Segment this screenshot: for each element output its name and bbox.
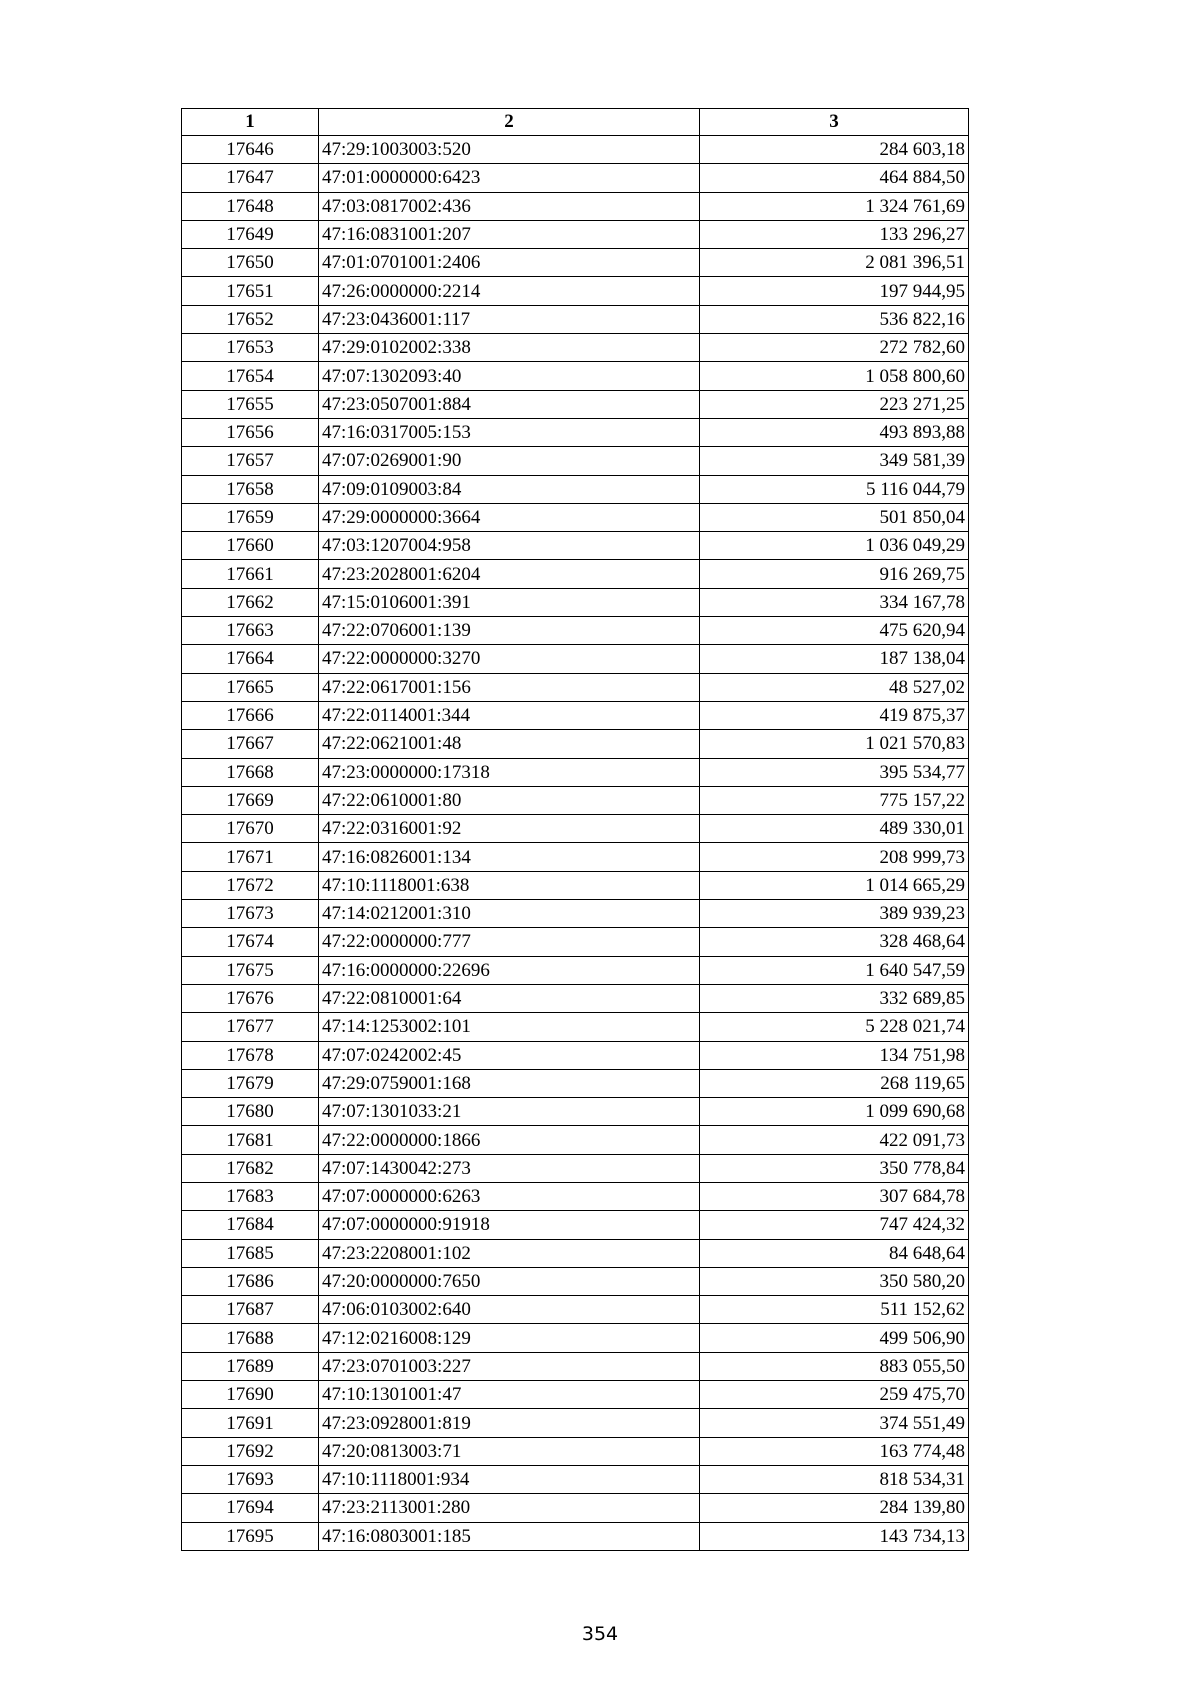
row-number-cell: 17652 <box>182 305 319 333</box>
cadastral-number-cell: 47:22:0610001:80 <box>319 786 700 814</box>
table-row <box>182 758 969 786</box>
table-row <box>182 192 969 220</box>
row-number-cell: 17661 <box>182 560 319 588</box>
value-cell: 883 055,50 <box>700 1352 969 1380</box>
row-number-cell: 17690 <box>182 1381 319 1409</box>
cadastral-number-cell: 47:16:0831001:207 <box>319 220 700 248</box>
cadastral-number-cell: 47:22:0114001:344 <box>319 701 700 729</box>
value-cell: 307 684,78 <box>700 1182 969 1210</box>
row-number-cell: 17675 <box>182 956 319 984</box>
value-cell: 163 774,48 <box>700 1437 969 1465</box>
cadastral-number-cell: 47:07:1430042:273 <box>319 1154 700 1182</box>
row-number-cell: 17682 <box>182 1154 319 1182</box>
table-row <box>182 673 969 701</box>
table-row <box>182 305 969 333</box>
table-row <box>182 588 969 616</box>
value-cell: 48 527,02 <box>700 673 969 701</box>
value-cell: 187 138,04 <box>700 645 969 673</box>
table-row <box>182 1296 969 1324</box>
row-number-cell: 17695 <box>182 1522 319 1550</box>
row-number-cell: 17648 <box>182 192 319 220</box>
header-col-1: 1 <box>182 109 319 136</box>
table-row <box>182 1267 969 1295</box>
value-cell: 223 271,25 <box>700 390 969 418</box>
value-cell: 1 640 547,59 <box>700 956 969 984</box>
value-cell: 133 296,27 <box>700 220 969 248</box>
table-row <box>182 249 969 277</box>
row-number-cell: 17667 <box>182 730 319 758</box>
value-cell: 284 139,80 <box>700 1494 969 1522</box>
table-row <box>182 1126 969 1154</box>
value-cell: 84 648,64 <box>700 1239 969 1267</box>
table-row <box>182 475 969 503</box>
value-cell: 511 152,62 <box>700 1296 969 1324</box>
row-number-cell: 17666 <box>182 701 319 729</box>
table-row <box>182 786 969 814</box>
cadastral-number-cell: 47:16:0803001:185 <box>319 1522 700 1550</box>
cadastral-number-cell: 47:10:1118001:934 <box>319 1465 700 1493</box>
cadastral-number-cell: 47:20:0813003:71 <box>319 1437 700 1465</box>
row-number-cell: 17684 <box>182 1211 319 1239</box>
cadastral-number-cell: 47:10:1301001:47 <box>319 1381 700 1409</box>
value-cell: 419 875,37 <box>700 701 969 729</box>
row-number-cell: 17660 <box>182 532 319 560</box>
value-cell: 489 330,01 <box>700 815 969 843</box>
row-number-cell: 17687 <box>182 1296 319 1324</box>
value-cell: 464 884,50 <box>700 164 969 192</box>
row-number-cell: 17657 <box>182 447 319 475</box>
table-row <box>182 334 969 362</box>
row-number-cell: 17663 <box>182 617 319 645</box>
row-number-cell: 17677 <box>182 1013 319 1041</box>
cadastral-number-cell: 47:16:0826001:134 <box>319 843 700 871</box>
value-cell: 284 603,18 <box>700 136 969 164</box>
table-row <box>182 1182 969 1210</box>
table-header <box>182 109 969 136</box>
row-number-cell: 17692 <box>182 1437 319 1465</box>
row-number-cell: 17662 <box>182 588 319 616</box>
table-row <box>182 1324 969 1352</box>
table-row <box>182 956 969 984</box>
header-col-2: 2 <box>319 109 700 136</box>
table-row <box>182 220 969 248</box>
row-number-cell: 17649 <box>182 220 319 248</box>
value-cell: 350 778,84 <box>700 1154 969 1182</box>
table-body <box>182 136 969 1551</box>
row-number-cell: 17678 <box>182 1041 319 1069</box>
cadastral-number-cell: 47:22:0810001:64 <box>319 984 700 1012</box>
cadastral-number-cell: 47:23:2208001:102 <box>319 1239 700 1267</box>
cadastral-number-cell: 47:07:0000000:91918 <box>319 1211 700 1239</box>
row-number-cell: 17651 <box>182 277 319 305</box>
value-cell: 259 475,70 <box>700 1381 969 1409</box>
value-cell: 499 506,90 <box>700 1324 969 1352</box>
cadastral-number-cell: 47:01:0000000:6423 <box>319 164 700 192</box>
row-number-cell: 17646 <box>182 136 319 164</box>
value-cell: 818 534,31 <box>700 1465 969 1493</box>
row-number-cell: 17693 <box>182 1465 319 1493</box>
cadastral-number-cell: 47:29:1003003:520 <box>319 136 700 164</box>
cadastral-number-cell: 47:07:1301033:21 <box>319 1098 700 1126</box>
row-number-cell: 17665 <box>182 673 319 701</box>
value-cell: 1 099 690,68 <box>700 1098 969 1126</box>
row-number-cell: 17688 <box>182 1324 319 1352</box>
table-row <box>182 1013 969 1041</box>
value-cell: 349 581,39 <box>700 447 969 475</box>
table-row <box>182 136 969 164</box>
row-number-cell: 17674 <box>182 928 319 956</box>
row-number-cell: 17681 <box>182 1126 319 1154</box>
table-row <box>182 815 969 843</box>
cadastral-number-cell: 47:07:1302093:40 <box>319 362 700 390</box>
table-row <box>182 1211 969 1239</box>
table-row <box>182 701 969 729</box>
value-cell: 475 620,94 <box>700 617 969 645</box>
row-number-cell: 17683 <box>182 1182 319 1210</box>
value-cell: 208 999,73 <box>700 843 969 871</box>
row-number-cell: 17656 <box>182 418 319 446</box>
cadastral-number-cell: 47:07:0242002:45 <box>319 1041 700 1069</box>
table-row <box>182 390 969 418</box>
row-number-cell: 17685 <box>182 1239 319 1267</box>
row-number-cell: 17694 <box>182 1494 319 1522</box>
value-cell: 1 021 570,83 <box>700 730 969 758</box>
cadastral-number-cell: 47:14:0212001:310 <box>319 900 700 928</box>
table-row <box>182 1409 969 1437</box>
table-row <box>182 900 969 928</box>
value-cell: 493 893,88 <box>700 418 969 446</box>
cadastral-number-cell: 47:29:0000000:3664 <box>319 503 700 531</box>
row-number-cell: 17664 <box>182 645 319 673</box>
value-cell: 747 424,32 <box>700 1211 969 1239</box>
table-row <box>182 1239 969 1267</box>
cadastral-number-cell: 47:07:0000000:6263 <box>319 1182 700 1210</box>
table-row <box>182 1494 969 1522</box>
cadastral-number-cell: 47:16:0000000:22696 <box>319 956 700 984</box>
cadastral-number-cell: 47:06:0103002:640 <box>319 1296 700 1324</box>
table-row <box>182 1154 969 1182</box>
value-cell: 334 167,78 <box>700 588 969 616</box>
value-cell: 374 551,49 <box>700 1409 969 1437</box>
cadastral-number-cell: 47:23:0928001:819 <box>319 1409 700 1437</box>
table-row <box>182 1381 969 1409</box>
cadastral-number-cell: 47:07:0269001:90 <box>319 447 700 475</box>
table-row <box>182 362 969 390</box>
value-cell: 350 580,20 <box>700 1267 969 1295</box>
row-number-cell: 17650 <box>182 249 319 277</box>
cadastral-number-cell: 47:22:0000000:777 <box>319 928 700 956</box>
row-number-cell: 17658 <box>182 475 319 503</box>
cadastral-number-cell: 47:22:0316001:92 <box>319 815 700 843</box>
table-row <box>182 843 969 871</box>
table-row <box>182 645 969 673</box>
value-cell: 1 036 049,29 <box>700 532 969 560</box>
data-table <box>181 108 969 1551</box>
table-row <box>182 1465 969 1493</box>
cadastral-number-cell: 47:16:0317005:153 <box>319 418 700 446</box>
table-row <box>182 503 969 531</box>
value-cell: 395 534,77 <box>700 758 969 786</box>
value-cell: 916 269,75 <box>700 560 969 588</box>
cadastral-number-cell: 47:09:0109003:84 <box>319 475 700 503</box>
row-number-cell: 17653 <box>182 334 319 362</box>
table-row <box>182 617 969 645</box>
table-row <box>182 1069 969 1097</box>
header-col-3: 3 <box>700 109 969 136</box>
cadastral-number-cell: 47:10:1118001:638 <box>319 871 700 899</box>
row-number-cell: 17679 <box>182 1069 319 1097</box>
value-cell: 775 157,22 <box>700 786 969 814</box>
value-cell: 536 822,16 <box>700 305 969 333</box>
table-row <box>182 560 969 588</box>
value-cell: 2 081 396,51 <box>700 249 969 277</box>
cadastral-number-cell: 47:22:0000000:3270 <box>319 645 700 673</box>
cadastral-number-cell: 47:22:0621001:48 <box>319 730 700 758</box>
table-row <box>182 928 969 956</box>
table-row <box>182 1437 969 1465</box>
cadastral-number-cell: 47:23:0000000:17318 <box>319 758 700 786</box>
cadastral-number-cell: 47:23:0507001:884 <box>319 390 700 418</box>
value-cell: 5 116 044,79 <box>700 475 969 503</box>
cadastral-number-cell: 47:01:0701001:2406 <box>319 249 700 277</box>
value-cell: 1 014 665,29 <box>700 871 969 899</box>
cadastral-number-cell: 47:26:0000000:2214 <box>319 277 700 305</box>
value-cell: 1 058 800,60 <box>700 362 969 390</box>
value-cell: 197 944,95 <box>700 277 969 305</box>
cadastral-number-cell: 47:23:2028001:6204 <box>319 560 700 588</box>
value-cell: 501 850,04 <box>700 503 969 531</box>
value-cell: 389 939,23 <box>700 900 969 928</box>
value-cell: 332 689,85 <box>700 984 969 1012</box>
table-row <box>182 447 969 475</box>
cadastral-number-cell: 47:23:2113001:280 <box>319 1494 700 1522</box>
cadastral-number-cell: 47:29:0759001:168 <box>319 1069 700 1097</box>
value-cell: 268 119,65 <box>700 1069 969 1097</box>
row-number-cell: 17686 <box>182 1267 319 1295</box>
value-cell: 272 782,60 <box>700 334 969 362</box>
row-number-cell: 17672 <box>182 871 319 899</box>
table-row <box>182 871 969 899</box>
row-number-cell: 17655 <box>182 390 319 418</box>
row-number-cell: 17669 <box>182 786 319 814</box>
table-row <box>182 532 969 560</box>
table-row <box>182 277 969 305</box>
value-cell: 1 324 761,69 <box>700 192 969 220</box>
cadastral-number-cell: 47:29:0102002:338 <box>319 334 700 362</box>
row-number-cell: 17680 <box>182 1098 319 1126</box>
cadastral-number-cell: 47:23:0436001:117 <box>319 305 700 333</box>
cadastral-number-cell: 47:03:0817002:436 <box>319 192 700 220</box>
cadastral-number-cell: 47:22:0706001:139 <box>319 617 700 645</box>
cadastral-number-cell: 47:20:0000000:7650 <box>319 1267 700 1295</box>
cadastral-number-cell: 47:03:1207004:958 <box>319 532 700 560</box>
cadastral-number-cell: 47:22:0000000:1866 <box>319 1126 700 1154</box>
row-number-cell: 17691 <box>182 1409 319 1437</box>
value-cell: 143 734,13 <box>700 1522 969 1550</box>
value-cell: 134 751,98 <box>700 1041 969 1069</box>
row-number-cell: 17668 <box>182 758 319 786</box>
table-row <box>182 164 969 192</box>
value-cell: 328 468,64 <box>700 928 969 956</box>
table-row <box>182 1352 969 1380</box>
cadastral-number-cell: 47:23:0701003:227 <box>319 1352 700 1380</box>
row-number-cell: 17673 <box>182 900 319 928</box>
table-row <box>182 984 969 1012</box>
row-number-cell: 17670 <box>182 815 319 843</box>
row-number-cell: 17654 <box>182 362 319 390</box>
header-row <box>182 109 969 136</box>
cadastral-number-cell: 47:15:0106001:391 <box>319 588 700 616</box>
value-cell: 5 228 021,74 <box>700 1013 969 1041</box>
cadastral-number-cell: 47:14:1253002:101 <box>319 1013 700 1041</box>
value-cell: 422 091,73 <box>700 1126 969 1154</box>
table-row <box>182 1041 969 1069</box>
row-number-cell: 17659 <box>182 503 319 531</box>
table-row <box>182 418 969 446</box>
page-number: 354 <box>581 1623 619 1645</box>
cadastral-number-cell: 47:22:0617001:156 <box>319 673 700 701</box>
row-number-cell: 17676 <box>182 984 319 1012</box>
row-number-cell: 17689 <box>182 1352 319 1380</box>
row-number-cell: 17671 <box>182 843 319 871</box>
cadastral-number-cell: 47:12:0216008:129 <box>319 1324 700 1352</box>
table-row <box>182 1522 969 1550</box>
table-row <box>182 1098 969 1126</box>
table-row <box>182 730 969 758</box>
row-number-cell: 17647 <box>182 164 319 192</box>
